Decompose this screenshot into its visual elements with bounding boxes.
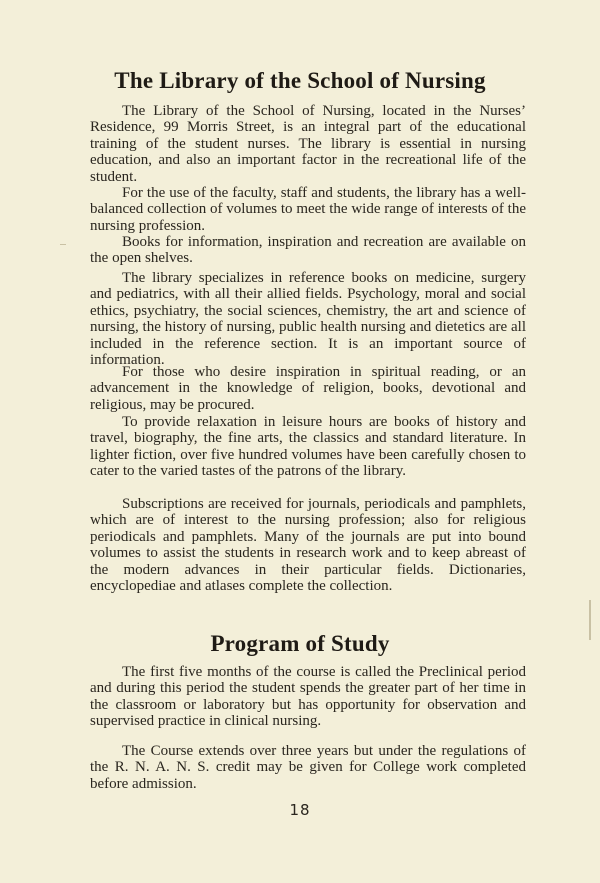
library-paragraph-7: Subscriptions are received for journals, periodicals and pamphlets, which are of interest to the nursing profession; also for religious periodicals and pamphlets. Many of the journals are put into bound volumes to assist the students in research work and to keep abreast of the modern advances in their particular fields. Dictionaries, encyclopediae and atlases complete the collection.	[90, 496, 526, 595]
library-paragraph-3: Books for information, inspiration and recreation are available on the open shelves.	[90, 234, 526, 267]
library-paragraph-4: The library specializes in reference books on medicine, surgery and pediatrics, with all their allied fields. Psychology, moral and social ethics, psychiatry, the social sciences, chemistry, the art and science of nursing, the history of nursing, public health nursing and dietetics are all included in the reference section. It is an important source of information.	[90, 270, 526, 369]
program-paragraph-1: The first five months of the course is called the Preclinical period and during this period the student spends the greater part of her time in the classroom or laboratory but has opportunity for observation and supervised practice in clinical nursing.	[90, 664, 526, 730]
page-speck	[60, 244, 66, 245]
program-paragraph-2: The Course extends over three years but under the regulations of the R. N. A. N. S. credit may be given for College work completed before admission.	[90, 743, 526, 792]
page-number: 18	[289, 801, 311, 819]
library-paragraph-1: The Library of the School of Nursing, located in the Nurses’ Residence, 99 Morris Street, is an integral part of the educational training of the student nurses. The library is essential in nursing education, and also an important factor in the recreational life of the student.	[90, 103, 526, 185]
library-paragraph-5: For those who desire inspiration in spiritual reading, or an advancement in the knowledge of religion, books, devotional and religious, may be procured.	[90, 364, 526, 413]
page-edge-shadow	[589, 600, 591, 640]
library-paragraph-6: To provide relaxation in leisure hours are books of history and travel, biography, the fine arts, the classics and standard literature. In lighter fiction, over five hundred volumes have been carefully chosen to cater to the varied tastes of the patrons of the library.	[90, 414, 526, 480]
library-heading: The Library of the School of Nursing	[114, 68, 486, 93]
library-paragraph-2: For the use of the faculty, staff and students, the library has a well-balanced collection of volumes to meet the wide range of interests of the nursing profession.	[90, 185, 526, 234]
program-heading: Program of Study	[210, 631, 390, 656]
